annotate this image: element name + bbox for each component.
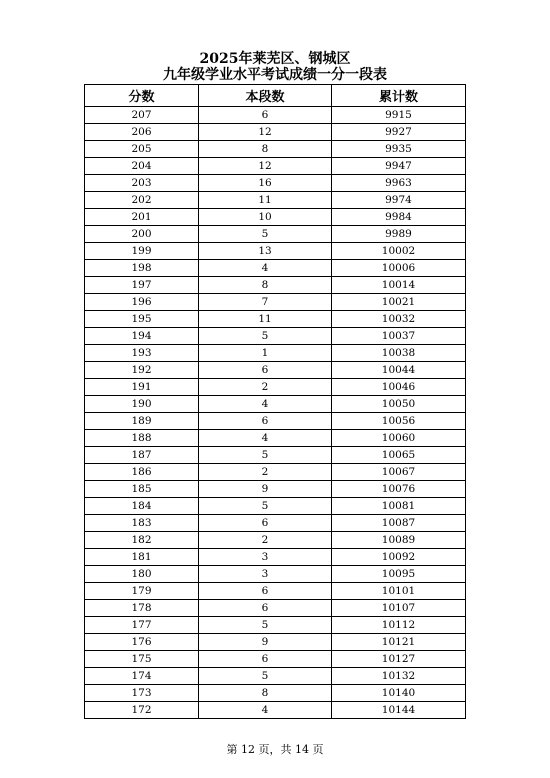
cell-segment-count: 11: [199, 311, 332, 328]
table-row: [85, 379, 466, 396]
cell-score: 194: [85, 328, 199, 345]
cell-score: 179: [85, 583, 199, 600]
table-row: [85, 617, 466, 634]
cell-score: 191: [85, 379, 199, 396]
table-row: [85, 209, 466, 226]
cell-segment-count: 5: [199, 498, 332, 515]
table-row: [85, 481, 466, 498]
cell-cumulative-count: 10006: [332, 260, 466, 277]
table-row: [85, 583, 466, 600]
cell-cumulative-count: 9984: [332, 209, 466, 226]
cell-score: 206: [85, 124, 199, 141]
cell-segment-count: 8: [199, 277, 332, 294]
table-row: [85, 600, 466, 617]
cell-score: 181: [85, 549, 199, 566]
cell-cumulative-count: 9915: [332, 107, 466, 124]
table-row: [85, 566, 466, 583]
cell-cumulative-count: 9974: [332, 192, 466, 209]
cell-score: 201: [85, 209, 199, 226]
cell-segment-count: 3: [199, 566, 332, 583]
cell-score: 202: [85, 192, 199, 209]
cell-cumulative-count: 10144: [332, 702, 466, 719]
cell-segment-count: 6: [199, 583, 332, 600]
cell-score: 182: [85, 532, 199, 549]
cell-segment-count: 3: [199, 549, 332, 566]
page-footer: 第 12 页，共 14 页: [226, 743, 324, 756]
table-row: [85, 226, 466, 243]
table-row: [85, 158, 466, 175]
table-row: [85, 192, 466, 209]
cell-score: 193: [85, 345, 199, 362]
cell-score: 200: [85, 226, 199, 243]
score-table: [84, 84, 466, 719]
cell-segment-count: 5: [199, 226, 332, 243]
table-row: [85, 634, 466, 651]
cell-score: 183: [85, 515, 199, 532]
header-row: [85, 85, 466, 107]
cell-cumulative-count: 10087: [332, 515, 466, 532]
table-row: [85, 702, 466, 719]
cell-score: 199: [85, 243, 199, 260]
cell-score: 186: [85, 464, 199, 481]
cell-segment-count: 2: [199, 532, 332, 549]
header-cumulative-count: 累计数: [332, 85, 466, 107]
cell-cumulative-count: 9963: [332, 175, 466, 192]
cell-cumulative-count: 10038: [332, 345, 466, 362]
cell-score: 197: [85, 277, 199, 294]
table-row: [85, 243, 466, 260]
cell-segment-count: 5: [199, 447, 332, 464]
cell-score: 192: [85, 362, 199, 379]
table-row: [85, 328, 466, 345]
cell-score: 195: [85, 311, 199, 328]
cell-score: 196: [85, 294, 199, 311]
cell-segment-count: 6: [199, 515, 332, 532]
cell-cumulative-count: 9989: [332, 226, 466, 243]
table-row: [85, 396, 466, 413]
table-row: [85, 362, 466, 379]
cell-score: 173: [85, 685, 199, 702]
cell-segment-count: 6: [199, 107, 332, 124]
title-line-1: 2025年莱芜区、钢城区: [199, 51, 351, 67]
cell-cumulative-count: 10056: [332, 413, 466, 430]
cell-segment-count: 11: [199, 192, 332, 209]
cell-segment-count: 9: [199, 634, 332, 651]
table-row: [85, 515, 466, 532]
cell-cumulative-count: 10107: [332, 600, 466, 617]
cell-score: 204: [85, 158, 199, 175]
table-row: [85, 294, 466, 311]
cell-score: 207: [85, 107, 199, 124]
cell-cumulative-count: 10021: [332, 294, 466, 311]
cell-cumulative-count: 10044: [332, 362, 466, 379]
cell-cumulative-count: 10121: [332, 634, 466, 651]
table-row: [85, 277, 466, 294]
cell-cumulative-count: 10067: [332, 464, 466, 481]
cell-cumulative-count: 10112: [332, 617, 466, 634]
cell-segment-count: 1: [199, 345, 332, 362]
cell-score: 203: [85, 175, 199, 192]
cell-score: 190: [85, 396, 199, 413]
table-row: [85, 141, 466, 158]
cell-segment-count: 5: [199, 617, 332, 634]
table-row: [85, 345, 466, 362]
cell-cumulative-count: 10095: [332, 566, 466, 583]
table-row: [85, 498, 466, 515]
cell-cumulative-count: 10050: [332, 396, 466, 413]
cell-cumulative-count: 10132: [332, 668, 466, 685]
cell-segment-count: 10: [199, 209, 332, 226]
cell-segment-count: 9: [199, 481, 332, 498]
table-row: [85, 532, 466, 549]
table-row: [85, 430, 466, 447]
cell-segment-count: 6: [199, 600, 332, 617]
table-row: [85, 464, 466, 481]
cell-cumulative-count: 9947: [332, 158, 466, 175]
cell-score: 198: [85, 260, 199, 277]
table-row: [85, 651, 466, 668]
cell-segment-count: 6: [199, 413, 332, 430]
table-row: [85, 447, 466, 464]
cell-segment-count: 12: [199, 124, 332, 141]
table-row: [85, 413, 466, 430]
cell-segment-count: 5: [199, 328, 332, 345]
table-row: [85, 549, 466, 566]
header-segment-count: 本段数: [199, 85, 332, 107]
cell-cumulative-count: 10089: [332, 532, 466, 549]
cell-score: 178: [85, 600, 199, 617]
cell-cumulative-count: 10076: [332, 481, 466, 498]
cell-score: 180: [85, 566, 199, 583]
cell-segment-count: 4: [199, 260, 332, 277]
cell-cumulative-count: 10065: [332, 447, 466, 464]
table-row: [85, 668, 466, 685]
cell-segment-count: 4: [199, 702, 332, 719]
cell-score: 185: [85, 481, 199, 498]
cell-cumulative-count: 10014: [332, 277, 466, 294]
cell-cumulative-count: 10127: [332, 651, 466, 668]
cell-cumulative-count: 10060: [332, 430, 466, 447]
cell-score: 176: [85, 634, 199, 651]
cell-cumulative-count: 10081: [332, 498, 466, 515]
table-row: [85, 107, 466, 124]
cell-segment-count: 7: [199, 294, 332, 311]
cell-score: 177: [85, 617, 199, 634]
table-row: [85, 685, 466, 702]
cell-segment-count: 6: [199, 651, 332, 668]
cell-cumulative-count: 9935: [332, 141, 466, 158]
cell-score: 184: [85, 498, 199, 515]
header-score: 分数: [85, 85, 199, 107]
cell-cumulative-count: 10140: [332, 685, 466, 702]
cell-score: 205: [85, 141, 199, 158]
cell-segment-count: 16: [199, 175, 332, 192]
cell-score: 187: [85, 447, 199, 464]
cell-segment-count: 2: [199, 379, 332, 396]
cell-segment-count: 5: [199, 668, 332, 685]
cell-cumulative-count: 10002: [332, 243, 466, 260]
cell-segment-count: 13: [199, 243, 332, 260]
cell-segment-count: 8: [199, 141, 332, 158]
cell-segment-count: 12: [199, 158, 332, 175]
table-row: [85, 311, 466, 328]
cell-segment-count: 4: [199, 396, 332, 413]
cell-segment-count: 8: [199, 685, 332, 702]
cell-segment-count: 6: [199, 362, 332, 379]
table-row: [85, 175, 466, 192]
cell-score: 175: [85, 651, 199, 668]
cell-cumulative-count: 9927: [332, 124, 466, 141]
cell-score: 174: [85, 668, 199, 685]
cell-cumulative-count: 10037: [332, 328, 466, 345]
cell-cumulative-count: 10046: [332, 379, 466, 396]
cell-cumulative-count: 10092: [332, 549, 466, 566]
cell-score: 189: [85, 413, 199, 430]
table-row: [85, 124, 466, 141]
cell-segment-count: 4: [199, 430, 332, 447]
cell-segment-count: 2: [199, 464, 332, 481]
cell-score: 172: [85, 702, 199, 719]
table-row: [85, 260, 466, 277]
title-line-2: 九年级学业水平考试成绩一分一段表: [163, 67, 387, 83]
cell-cumulative-count: 10032: [332, 311, 466, 328]
cell-score: 188: [85, 430, 199, 447]
cell-cumulative-count: 10101: [332, 583, 466, 600]
